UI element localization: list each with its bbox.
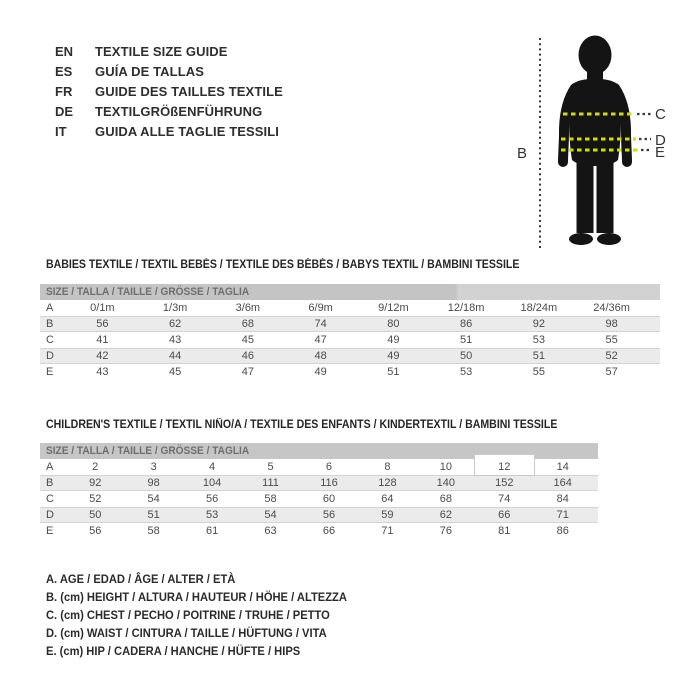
table-row bbox=[40, 348, 660, 364]
lang-code: EN bbox=[55, 44, 74, 59]
size-cell: 152 bbox=[495, 477, 514, 489]
lang-row-fr bbox=[55, 82, 283, 102]
table-row bbox=[40, 491, 598, 507]
size-cell: 51 bbox=[460, 334, 473, 346]
size-cell: 2 bbox=[92, 461, 99, 473]
size-cell: 6 bbox=[325, 461, 333, 473]
size-cell: 49 bbox=[314, 366, 327, 378]
size-cell: 59 bbox=[381, 509, 394, 521]
size-cell: 46 bbox=[241, 350, 254, 362]
size-cell: 164 bbox=[553, 477, 572, 489]
size-cell: 86 bbox=[460, 318, 473, 330]
children-table-title bbox=[40, 419, 598, 431]
table-row bbox=[40, 332, 660, 348]
legend-line: A. AGE / EDAD / ÂGE / ALTER / ETÀ bbox=[46, 572, 236, 586]
size-cell: 0/1m bbox=[90, 302, 115, 314]
size-cell: 74 bbox=[498, 493, 511, 505]
size-cell: 56 bbox=[89, 525, 102, 537]
size-cell: 48 bbox=[314, 350, 327, 362]
size-cell: 80 bbox=[387, 318, 400, 330]
legend-line: D. (cm) WAIST / CINTURA / TAILLE / HÜFTUNG / VITA bbox=[46, 626, 327, 640]
table-row bbox=[40, 507, 598, 523]
size-cell: 51 bbox=[147, 509, 160, 521]
size-cell: 51 bbox=[387, 366, 400, 378]
row-label: C bbox=[46, 334, 54, 346]
size-cell: 50 bbox=[89, 509, 102, 521]
size-cell: 9/12m bbox=[378, 302, 409, 314]
legend-line: E. (cm) HIP / CADERA / HANCHE / HÜFTE / HIPS bbox=[46, 644, 301, 658]
size-cell: 63 bbox=[264, 525, 277, 537]
size-cell: 1/3m bbox=[162, 302, 188, 314]
size-cell: 49 bbox=[387, 350, 400, 362]
size-cell: 24/36m bbox=[593, 302, 630, 314]
size-cell: 111 bbox=[262, 477, 279, 489]
row-label: C bbox=[46, 493, 54, 505]
lang-code: IT bbox=[55, 124, 67, 139]
chest-label: C bbox=[655, 106, 666, 123]
lang-row-it bbox=[55, 122, 283, 142]
size-cell: 5 bbox=[267, 461, 274, 473]
babies-table-title bbox=[40, 259, 660, 271]
size-cell: 10 bbox=[439, 461, 452, 473]
size-cell: 56 bbox=[205, 493, 219, 505]
lang-code: FR bbox=[55, 84, 73, 99]
size-cell: 68 bbox=[241, 318, 254, 330]
babies-table-title-text: BABIES TEXTILE / TEXTIL BEBÉS / TEXTILE DES BÉBÉS / BABYS TEXTIL / BAMBINI TESSILE bbox=[46, 259, 520, 271]
babies-size-table bbox=[40, 259, 660, 380]
row-label: B bbox=[46, 477, 54, 489]
measurement-figure bbox=[513, 27, 683, 257]
size-header-text: SIZE / TALLA / TAILLE / GRÖSSE / TAGLIA bbox=[46, 286, 250, 298]
row-label: A bbox=[46, 302, 54, 314]
table-row bbox=[40, 459, 598, 475]
size-cell: 116 bbox=[320, 477, 338, 489]
size-cell: 57 bbox=[605, 366, 618, 378]
size-cell: 140 bbox=[436, 477, 456, 489]
lang-title: GUIDA ALLE TAGLIE TESSILI bbox=[95, 124, 280, 139]
size-cell: 3/6m bbox=[235, 302, 261, 314]
size-cell: 84 bbox=[556, 493, 569, 505]
table-row bbox=[40, 316, 660, 332]
size-header-bar bbox=[40, 284, 660, 300]
size-cell: 45 bbox=[169, 366, 182, 378]
size-cell: 66 bbox=[322, 525, 336, 537]
size-cell: 43 bbox=[169, 334, 182, 346]
child-silhouette-icon bbox=[513, 27, 683, 257]
lang-row-en bbox=[55, 42, 283, 62]
size-cell: 66 bbox=[498, 509, 511, 521]
size-header-text: SIZE / TALLA / TAILLE / GRÖSSE / TAGLIA bbox=[46, 445, 250, 457]
size-cell: 62 bbox=[169, 318, 182, 330]
size-cell: 54 bbox=[147, 493, 160, 505]
size-cell: 47 bbox=[314, 334, 327, 346]
size-cell: 53 bbox=[532, 334, 545, 346]
size-cell: 98 bbox=[147, 477, 160, 489]
size-cell: 55 bbox=[605, 334, 618, 346]
legend-line: B. (cm) HEIGHT / ALTURA / HAUTEUR / HÖHE / ALTEZZA bbox=[46, 590, 347, 604]
size-cell: 86 bbox=[556, 525, 569, 537]
lang-row-de bbox=[55, 102, 283, 122]
size-cell: 14 bbox=[556, 461, 569, 473]
size-cell: 44 bbox=[169, 350, 182, 362]
size-cell: 61 bbox=[205, 525, 219, 537]
size-cell: 76 bbox=[439, 525, 452, 537]
children-size-table bbox=[40, 419, 598, 539]
size-cell: 52 bbox=[89, 493, 102, 505]
size-cell: 47 bbox=[241, 366, 254, 378]
language-title-block bbox=[55, 42, 283, 142]
size-cell: 60 bbox=[322, 493, 336, 505]
babies-table-grid bbox=[40, 284, 660, 380]
row-label: D bbox=[46, 509, 54, 521]
row-label: A bbox=[46, 461, 54, 473]
size-cell: 51 bbox=[532, 350, 545, 362]
table-row bbox=[40, 475, 598, 491]
row-label: D bbox=[46, 350, 54, 362]
lang-title: TEXTILE SIZE GUIDE bbox=[95, 44, 228, 59]
table-row bbox=[40, 364, 660, 380]
row-label: B bbox=[46, 318, 54, 330]
size-cell: 12/18m bbox=[447, 302, 485, 314]
size-cell: 45 bbox=[241, 334, 254, 346]
waist-label: D bbox=[655, 132, 666, 149]
row-label: E bbox=[46, 366, 54, 378]
size-cell: 54 bbox=[264, 509, 277, 521]
size-cell: 58 bbox=[264, 493, 277, 505]
table-row bbox=[40, 300, 660, 316]
legend-line: C. (cm) CHEST / PECHO / POITRINE / TRUHE / PETTO bbox=[46, 608, 330, 622]
measurement-legend bbox=[46, 570, 370, 660]
lang-title: GUÍA DE TALLAS bbox=[95, 64, 205, 79]
size-cell: 50 bbox=[460, 350, 473, 362]
size-cell: 58 bbox=[147, 525, 160, 537]
size-cell: 53 bbox=[205, 509, 219, 521]
lang-row-es bbox=[55, 62, 283, 82]
size-cell: 81 bbox=[498, 525, 511, 537]
highlighted-size-cell: 12 bbox=[475, 455, 533, 475]
size-cell: 71 bbox=[381, 525, 394, 537]
size-cell: 41 bbox=[96, 334, 109, 346]
size-cell: 56 bbox=[96, 318, 109, 330]
hip-label: E bbox=[655, 144, 666, 161]
size-cell: 128 bbox=[378, 477, 397, 489]
size-cell: 74 bbox=[314, 318, 327, 330]
size-cell: 18/24m bbox=[520, 302, 558, 314]
size-cell: 6/9m bbox=[308, 302, 333, 314]
size-cell: 4 bbox=[209, 461, 216, 473]
size-cell: 42 bbox=[96, 350, 109, 362]
lang-code: ES bbox=[55, 64, 73, 79]
size-cell: 53 bbox=[460, 366, 473, 378]
size-cell: 56 bbox=[322, 509, 336, 521]
size-cell: 62 bbox=[439, 509, 452, 521]
lang-title: GUIDE DES TAILLES TEXTILE bbox=[95, 84, 283, 99]
lang-code: DE bbox=[55, 104, 74, 119]
size-cell: 8 bbox=[384, 461, 391, 473]
row-label: E bbox=[46, 525, 54, 537]
height-label: B bbox=[517, 145, 528, 162]
size-cell: 43 bbox=[96, 366, 109, 378]
size-cell: 92 bbox=[532, 318, 545, 330]
size-cell: 49 bbox=[387, 334, 400, 346]
lang-title: TEXTILGRÖßENFÜHRUNG bbox=[95, 104, 263, 119]
size-cell: 71 bbox=[556, 509, 569, 521]
size-cell: 104 bbox=[202, 477, 222, 489]
children-table-grid bbox=[40, 443, 598, 539]
size-cell: 3 bbox=[150, 461, 157, 473]
size-cell: 64 bbox=[381, 493, 394, 505]
size-cell: 55 bbox=[532, 366, 545, 378]
size-cell: 98 bbox=[605, 318, 618, 330]
size-cell: 68 bbox=[439, 493, 452, 505]
size-cell: 92 bbox=[89, 477, 102, 489]
size-cell: 52 bbox=[605, 350, 618, 362]
table-row bbox=[40, 523, 598, 539]
children-table-title-text: CHILDREN'S TEXTILE / TEXTIL NIÑO/A / TEXTILE DES ENFANTS / KINDERTEXTIL / BAMBINI TESSILE bbox=[46, 419, 558, 431]
